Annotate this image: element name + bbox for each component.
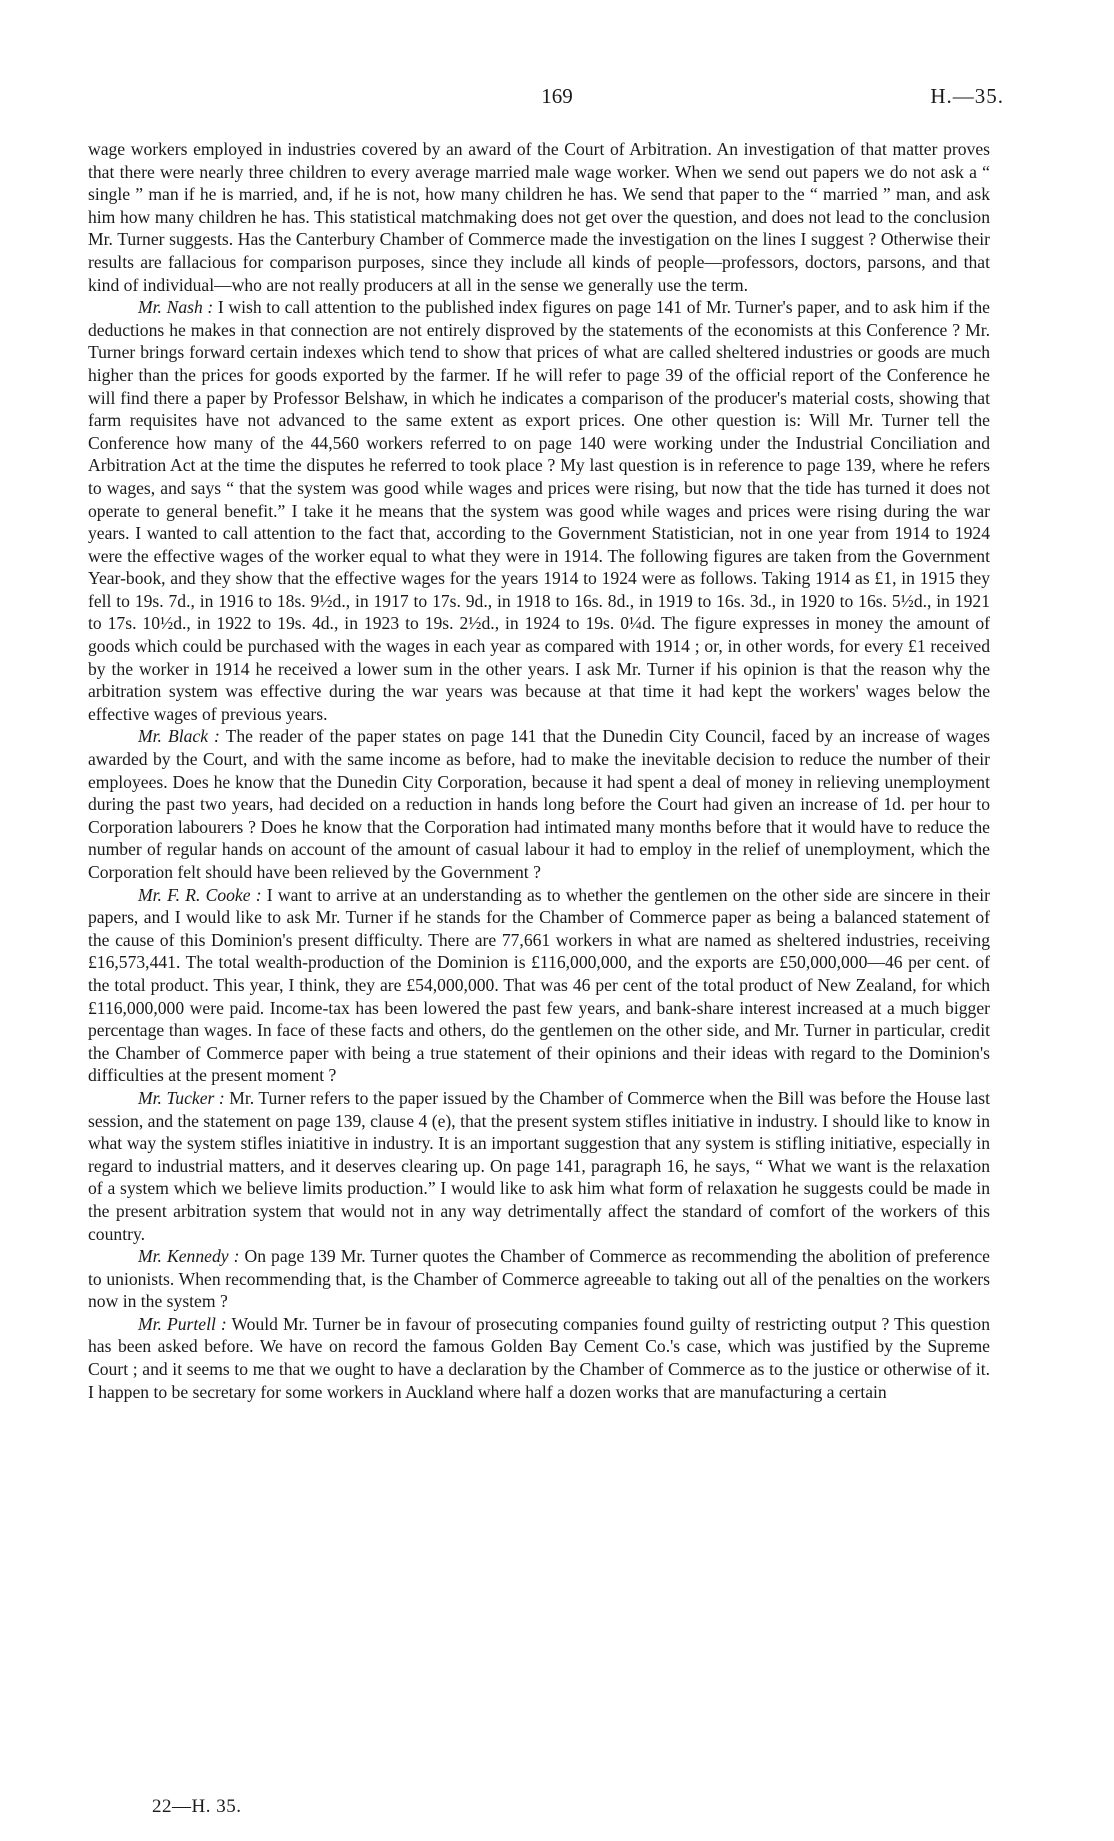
paragraph <box>88 884 990 1087</box>
speaker-name: Mr. F. R. Cooke : <box>138 884 262 905</box>
speaker-name: Mr. Kennedy : <box>138 1246 240 1267</box>
paragraph <box>88 725 990 883</box>
speaker-name: Mr. Nash : <box>138 297 214 318</box>
paragraph <box>88 1313 990 1403</box>
speaker-name: Mr. Black : <box>138 726 220 747</box>
paragraph-text: The reader of the paper states on page 141 that the Dunedin City Council, faced by an increase of wages awarded by the Court, and with the same income as before, had to make the inevitable decision to reduce the number of their employees. Does he know that the Dunedin City Corporation, because it had spent a deal of money in relieving unemployment during the past two years, had decided on a reduction in hands long before the Court had given an increase of 1d. per hour to Corporation labourers ? Does he know that the Corporation had intimated many months before that it would have to reduce the number of regular hands on account of the amount of casual labour it had to employ in the relief of unemployment, which the Corporation felt should have been relieved by the Government ? <box>88 726 990 882</box>
paragraph <box>88 1245 990 1313</box>
paragraph-text: wage workers employed in industries covered by an award of the Court of Arbitration. An investigation of that matter proves that there were nearly three children to every average married male wage worker. When we send out papers we do not ask a “ single ” man if he is married, and, if he is not, how many children he has. We send that paper to the “ married ” man, and ask him how many children he has. This statistical matchmaking does not get over the question, and does not lead to the conclusion Mr. Turner suggests. Has the Canterbury Chamber of Commerce made the investigation on the lines I suggest ? Otherwise their results are fallacious for comparison purposes, since they include all kinds of people—professors, doctors, parsons, and that kind of individual—who are not really producers at all in the sense we generally use the term. <box>88 139 990 295</box>
paragraph-text: On page 139 Mr. Turner quotes the Chamber of Commerce as recommending the abolition of preference to unionists. When recommending that, is the Chamber of Commerce agreeable to taking out all of the penalties on the workers now in the system ? <box>88 1246 990 1312</box>
body-text <box>88 138 990 1403</box>
paragraph-text: I wish to call attention to the published index figures on page 141 of Mr. Turner's paper, and to ask him if the deductions he makes in that connection are not entirely disproved by the statements of the economists at this Conference ? Mr. Turner brings forward certain indexes which tend to show that prices of what are called sheltered industries or goods are much higher than the prices for goods exported by the farmer. If he will refer to page 39 of the official report of the Conference he will find there a paper by Professor Belshaw, in which he indicates a comparison of the producer's material costs, showing that farm requisites have not advanced to the same extent as export prices. One other question is: Will Mr. Turner tell the Conference how many of the 44,560 workers referred to on page 140 were working under the Industrial Conciliation and Arbitration Act at the time the disputes he referred to took place ? My last question is in reference to page 139, where he refers to wages, and says “ that the system was good while wages and prices were rising, but now that the tide has turned it does not operate to general benefit.” I take it he means that the system was good while wages and prices were rising during the war years. I wanted to call attention to the fact that, according to the Government Statistician, not in one year from 1914 to 1924 were the effective wages of the worker equal to what they were in 1914. The following figures are taken from the Government Year-book, and they show that the effective wages for the years 1914 to 1924 were as follows. Taking 1914 as £1, in 1915 they fell to 19s. 7d., in 1916 to 18s. 9½d., in 1917 to 17s. 9d., in 1918 to 16s. 8d., in 1919 to 16s. 3d., in 1920 to 16s. 5½d., in 1921 to 17s. 10½d., in 1922 to 19s. 4d., in 1923 to 19s. 2½d., in 1924 to 19s. 0¼d. The figure expresses in money the amount of goods which could be purchased with the wages in each year as compared with 1914 ; or, in other words, for every £1 received by the worker in 1914 he received a lower sum in the other years. I ask Mr. Turner if his opinion is that the reason why the arbitration system was effective during the war years was because at that time it had kept the workers' wages below the effective wages of previous years. <box>88 297 990 724</box>
paragraph <box>88 138 990 296</box>
speaker-name: Mr. Tucker : <box>138 1087 225 1108</box>
page-number: 169 <box>541 84 573 108</box>
signature-mark: 22—H. 35. <box>152 1796 242 1817</box>
series-reference: H.—35. <box>930 84 1004 108</box>
paragraph <box>88 296 990 725</box>
paragraph <box>88 1087 990 1245</box>
speaker-name: Mr. Purtell : <box>138 1313 227 1334</box>
paragraph-text: I want to arrive at an understanding as to whether the gentlemen on the other side are sincere in their papers, and I would like to ask Mr. Turner if he stands for the Chamber of Commerce paper as being a balanced statement of the cause of this Dominion's present difficulty. There are 77,661 workers in what are named as sheltered industries, receiving £16,573,441. The total wealth-production of the Dominion is £116,000,000, and the exports are £50,000,000—46 per cent. of the total product. This year, I think, they are £54,000,000. That was 46 per cent of the total product of New Zealand, for which £116,000,000 were paid. Income-tax has been lowered the past few years, and bank-share interest increased at a much bigger percentage than wages. In face of these facts and others, do the gentlemen on the other side, and Mr. Turner in particular, credit the Chamber of Commerce paper with being a true statement of their opinions and their ideas with regard to the Dominion's difficulties at the present moment ? <box>88 884 990 1086</box>
page-header <box>0 84 1114 120</box>
paragraph-text: Mr. Turner refers to the paper issued by the Chamber of Commerce when the Bill was before the House last session, and the statement on page 139, clause 4 (e), that the present system stifles initiative in industry. I should like to know in what way the system stifles iniatitive in industry. It is an important suggestion that any system is stifling initiative, especially in regard to industrial matters, and it deserves clearing up. On page 141, paragraph 16, he says, “ What we want is the relaxation of a system which we believe limits production.” I would like to ask him what form of relaxation he suggests could be made in the present arbitration system that would not in any way detrimentally affect the standard of comfort of the workers of this country. <box>88 1087 990 1244</box>
paragraph-text: Would Mr. Turner be in favour of prosecuting companies found guilty of restricting output ? This question has been asked before. We have on record the famous Golden Bay Cement Co.'s case, which was justified by the Supreme Court ; and it seems to me that we ought to have a declaration by the Chamber of Commerce as to the justice or otherwise of it. I happen to be secretary for some workers in Auckland where half a dozen works that are manufacturing a certain <box>88 1313 990 1402</box>
